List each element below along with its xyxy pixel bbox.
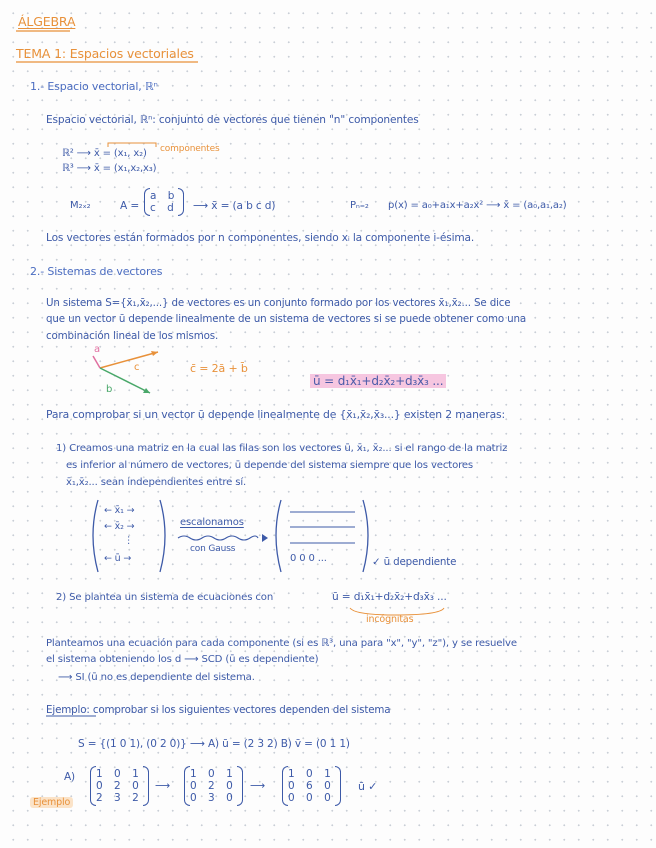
equations-paragraph-line-3: ⟶ SI (ū no es dependiente del sistema. [58, 672, 255, 683]
m2-cell: 0 [226, 780, 237, 792]
polynomial-label: Pₙ₌₂ [350, 200, 369, 211]
tema-title: TEMA 1: Espacios vectoriales [16, 46, 194, 61]
ejemplo-text: : comprobar si los siguientes vectores dependen del sistema [86, 704, 391, 716]
result-matrix-left-paren [276, 500, 281, 572]
vector-c-label: c [134, 362, 140, 373]
method-1-line-3: x̄₁,x̄₂... sean independientes entre sí. [66, 477, 247, 488]
m3-cell: 0 [288, 792, 299, 804]
m3-cell: 0 [324, 792, 335, 804]
systems-paragraph-line-3: combinación lineal de los mismos. [46, 330, 219, 342]
m2x2-b: b [167, 190, 179, 202]
rows-matrix-left-paren [93, 500, 98, 572]
section-2-heading: 2.- Sistemas de vectores [30, 265, 163, 278]
m1-cell: 3 [114, 792, 125, 804]
subject-title: ÁLGEBRA [18, 14, 76, 29]
m2x2-a: a [150, 190, 161, 202]
m3-cell: 6 [306, 780, 317, 792]
m2-cell: 3 [208, 792, 219, 804]
m2-cell: 0 [226, 792, 237, 804]
componentes-label: componentes [160, 144, 220, 154]
vector-b-label: b [106, 384, 113, 395]
polynomial-equation: p(x) = a₀+a₁x+a₂x² ⟶ x̄ = (a₀,a₁,a₂) [388, 200, 567, 211]
vector-space-definition: Espacio vectorial, ℝⁿ: conjunto de vectores que tienen "n" componentes [46, 114, 419, 126]
equations-paragraph-line-2: el sistema obteniendo los d ⟶ SCD (ū es dependiente) [46, 654, 319, 665]
m1-cell: 0 [96, 780, 107, 792]
m2x2-result: ⟶ x̄ = (a b c d) [193, 200, 276, 212]
m3-cell: 0 [306, 768, 317, 780]
u-linear-combination [310, 374, 446, 388]
r2-example: ℝ² ⟶ x̄ = (x₁, x₂) [62, 148, 147, 159]
example-matrix-1 [96, 768, 143, 804]
c-equation: c̄ = 2ā + b̄ [190, 362, 248, 375]
gauss-label: con Gauss [190, 544, 236, 554]
gauss-arrow-head [262, 534, 268, 542]
u-check-result: ū ✓ [358, 780, 378, 793]
m3-cell: 0 [288, 780, 299, 792]
method-1-line-1: 1) Creamos una matriz en la cual las filas son los vectores ū, x̄₁, x̄₂... si el rango de la matriz [56, 443, 508, 454]
example-intro [46, 704, 390, 716]
rows-matrix-dots: ⋮ [124, 535, 134, 546]
m2-cell: 0 [190, 792, 201, 804]
method-2-equation: ū = d₁x̄₁+d₂x̄₂+d₃x̄₃ ... [332, 591, 447, 603]
m2-cell: 0 [208, 768, 219, 780]
incognitas-label: incógnitas [366, 614, 414, 625]
arrow-1: ⟶ [155, 780, 171, 792]
ejemplo-stamp: Ejemplo [30, 797, 73, 808]
rows-matrix-row-2: ← x̄₂ → [104, 521, 135, 532]
m3-cell: 0 [306, 792, 317, 804]
zero-row: 0 0 0 ... [290, 553, 327, 564]
m1-cell: 0 [114, 768, 125, 780]
rows-matrix-row-u: ← ū → [104, 553, 132, 564]
componentes-bracket [108, 143, 156, 147]
example-matrix-3 [288, 768, 335, 804]
m2x2-equation: A = [120, 200, 140, 212]
example-system: S = {(1 0 1), (0 2 0)} ⟶ A) ū = (2 3 2) B) v̄ = (0 1 1) [78, 738, 350, 750]
escalonamos-label: escalonamos [180, 517, 244, 528]
ejemplo-word: Ejemplo [46, 704, 87, 716]
method-1-line-2: es inferior al número de vectores, ū depende del sistema siempre que los vectores [66, 460, 474, 471]
rows-matrix-row-1: ← x̄₁ → [104, 505, 135, 516]
m3-cell: 1 [288, 768, 299, 780]
vector-a-arrow [93, 356, 100, 368]
rows-matrix-right-paren [160, 500, 165, 572]
m1-cell: 1 [96, 768, 107, 780]
u-dependent-check: ✓ ū dependiente [372, 556, 457, 568]
systems-paragraph-line-2: que un vector ū depende linealmente de un sistema de vectores si se puede obtener como una [46, 313, 527, 325]
gauss-squiggle-arrow [178, 536, 258, 540]
section-1-heading: 1.- Espacio vectorial, ℝⁿ [30, 80, 158, 93]
example-part-a-label: A) [64, 771, 75, 783]
method-2-text: 2) Se plantea un sistema de ecuaciones con [56, 592, 274, 603]
components-note: Los vectores están formados por n componentes, siendo xᵢ la componente i-ésima. [46, 232, 475, 244]
m2x2-matrix [150, 190, 178, 214]
systems-paragraph-line-1: Un sistema S={x̄₁,x̄₂,...} de vectores es un conjunto formado por los vectores x̄₁,x̄₂... Se dice [46, 297, 511, 309]
m2-cell: 2 [208, 780, 219, 792]
m2x2-d: d [167, 202, 178, 214]
m1-cell: 1 [132, 768, 143, 780]
result-matrix-right-paren [363, 500, 368, 572]
m1-cell: 0 [132, 780, 143, 792]
vector-a-label: a [94, 344, 100, 355]
m2x2-label: M₂ₓ₂ [70, 200, 91, 211]
m2-cell: 1 [190, 768, 201, 780]
r3-example: ℝ³ ⟶ x̄ = (x₁,x₂,x₃) [62, 163, 157, 174]
example-matrix-2 [190, 768, 237, 804]
arrow-2: ⟶ [250, 780, 266, 792]
vector-c-arrow [100, 352, 158, 368]
m2-cell: 0 [190, 780, 201, 792]
m2x2-c: c [150, 202, 160, 214]
m2-cell: 1 [226, 768, 237, 780]
m3-cell: 1 [324, 768, 335, 780]
two-ways-sentence: Para comprobar si un vector ū depende linealmente de {x̄₁,x̄₂,x̄₃...} existen 2 maneras: [46, 408, 506, 421]
u-combination-highlight: ū = d₁x̄₁+d₂x̄₂+d₃x̄₃ ... [310, 374, 446, 388]
m3-cell: 0 [324, 780, 335, 792]
m1-cell: 2 [114, 780, 125, 792]
m1-cell: 2 [132, 792, 143, 804]
m1-cell: 2 [96, 792, 107, 804]
equations-paragraph-line-1: Planteamos una ecuación para cada componente (si es ℝ³, una para "x", "y", "z"), y se resuelve [46, 638, 517, 649]
